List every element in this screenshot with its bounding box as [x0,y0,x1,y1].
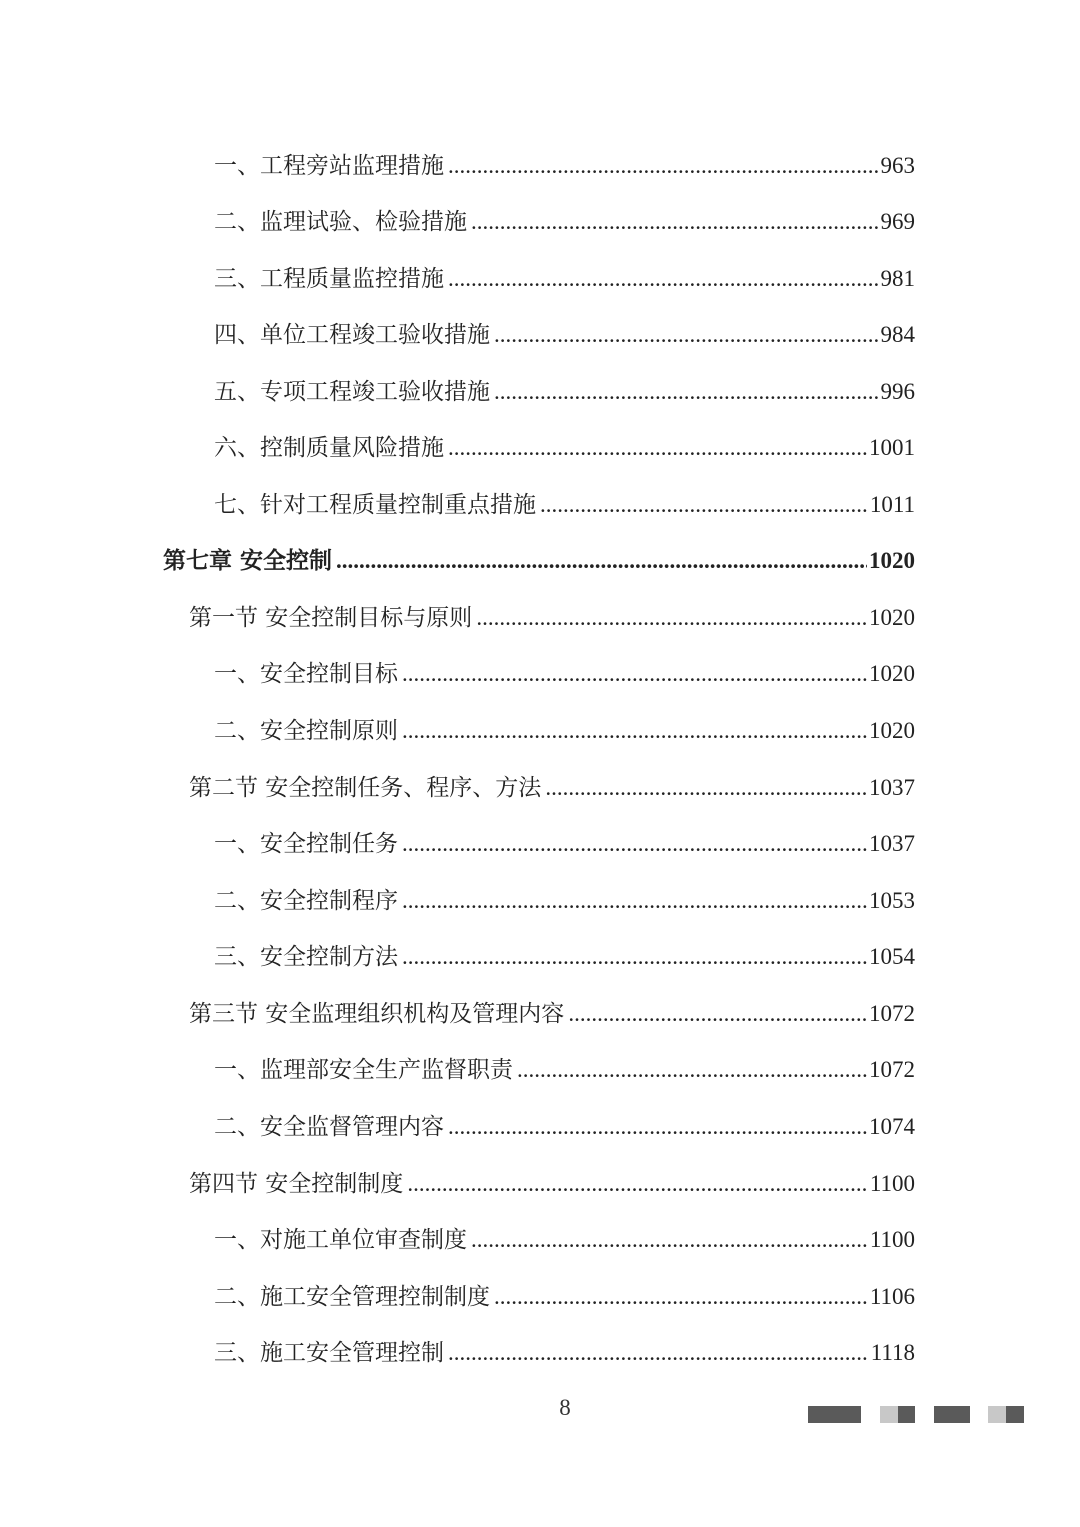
toc-entry-title: 第一节 安全控制目标与原则 [189,605,473,631]
toc-entry-page: 1106 [869,1284,915,1309]
toc-entry-title: 一、工程旁站监理措施 [214,153,444,179]
dot-leader [494,321,879,349]
toc-entry[interactable] [214,648,915,688]
toc-entry-title: 二、施工安全管理控制制度 [214,1284,490,1310]
deco-bar [988,1406,1006,1423]
toc-entry-title: 三、安全控制方法 [214,944,398,970]
toc-entry-page: 1100 [869,1171,915,1196]
toc-entry-page: 969 [880,209,915,234]
toc-entry-title: 一、监理部安全生产监督职责 [214,1057,513,1083]
deco-bar [934,1406,970,1423]
toc-entry-title: 三、施工安全管理控制 [214,1340,444,1366]
toc-entry-page: 1118 [870,1340,915,1365]
toc-entry-title: 五、专项工程竣工验收措施 [214,379,490,405]
dot-leader [476,604,867,632]
toc-entry-page: 1037 [869,831,915,856]
toc-entry[interactable] [214,1214,915,1254]
toc-entry-title: 第三节 安全监理组织机构及管理内容 [189,1001,565,1027]
toc-section-entry[interactable] [189,592,915,632]
deco-bar [898,1406,915,1423]
toc-entry[interactable] [214,705,915,745]
dot-leader [402,887,867,915]
toc-entry-title: 第七章 安全控制 [163,547,333,574]
toc-entry-page: 1072 [869,1001,915,1026]
toc-entry[interactable] [214,253,915,293]
dot-leader [448,265,879,293]
dot-leader [494,1283,868,1311]
toc-entry-page: 1020 [869,548,915,573]
dot-leader [402,830,867,858]
toc-section-entry[interactable] [189,1158,915,1198]
toc-entry-page: 1054 [869,944,915,969]
page-number: 8 [559,1395,571,1420]
toc-entry-title: 第四节 安全控制制度 [189,1171,404,1197]
toc-entry[interactable] [214,422,915,462]
dot-leader [448,1339,869,1367]
toc-entry[interactable] [214,140,915,180]
toc-entry-page: 1020 [869,661,915,686]
dot-leader [448,434,867,462]
toc-entry[interactable] [214,931,915,971]
toc-entry[interactable] [214,875,915,915]
toc-entry-page: 996 [880,379,915,404]
toc-entry-title: 二、监理试验、检验措施 [214,209,467,235]
toc-entry[interactable] [214,1327,915,1367]
toc-entry-title: 二、安全控制原则 [214,718,398,744]
toc-entry-title: 六、控制质量风险措施 [214,435,444,461]
toc-entry-page: 1100 [869,1227,915,1252]
toc-entry-title: 四、单位工程竣工验收措施 [214,322,490,348]
toc-chapter-entry[interactable] [163,535,915,575]
toc-entry-page: 1011 [869,492,915,517]
toc-section-entry[interactable] [189,988,915,1028]
dot-leader [402,943,867,971]
toc-entry-page: 1020 [869,605,915,630]
toc-entry-page: 1074 [869,1114,915,1139]
toc-entry-title: 一、安全控制任务 [214,831,398,857]
toc-entry[interactable] [214,1044,915,1084]
dot-leader [540,491,868,519]
dot-leader [517,1056,867,1084]
dot-leader [402,660,867,688]
toc-entry[interactable] [214,309,915,349]
deco-bar [1006,1406,1024,1423]
toc-entry-page: 1001 [869,435,915,460]
toc-entry-page: 984 [880,322,915,347]
dot-leader [545,774,867,802]
toc-entry-title: 三、工程质量监控措施 [214,266,444,292]
toc-entry[interactable] [214,366,915,406]
toc-entry[interactable] [214,1271,915,1311]
dot-leader [494,378,879,406]
toc-entry-page: 1037 [869,775,915,800]
toc-entry-title: 一、对施工单位审查制度 [214,1227,467,1253]
toc-entry-title: 七、针对工程质量控制重点措施 [214,492,536,518]
dot-leader [336,547,867,575]
dot-leader [448,152,879,180]
toc-section-entry[interactable] [189,762,915,802]
toc-entry-page: 1072 [869,1057,915,1082]
toc-entry-title: 二、安全监督管理内容 [214,1114,444,1140]
toc-entry-title: 一、安全控制目标 [214,661,398,687]
deco-bar [880,1406,898,1423]
toc-entry[interactable] [214,818,915,858]
dot-leader [407,1170,868,1198]
dot-leader [471,1226,868,1254]
toc-entry-page: 981 [880,266,915,291]
toc-entry-title: 二、安全控制程序 [214,888,398,914]
toc-entry[interactable] [214,1101,915,1141]
toc-entry[interactable] [214,479,915,519]
dot-leader [448,1113,867,1141]
toc-entry-page: 963 [880,153,915,178]
toc-entry-page: 1053 [869,888,915,913]
deco-bar [808,1406,861,1423]
toc-entry-page: 1020 [869,718,915,743]
dot-leader [471,208,879,236]
dot-leader [568,1000,867,1028]
toc-entry[interactable] [214,196,915,236]
dot-leader [402,717,867,745]
toc-entry-title: 第二节 安全控制任务、程序、方法 [189,775,542,801]
